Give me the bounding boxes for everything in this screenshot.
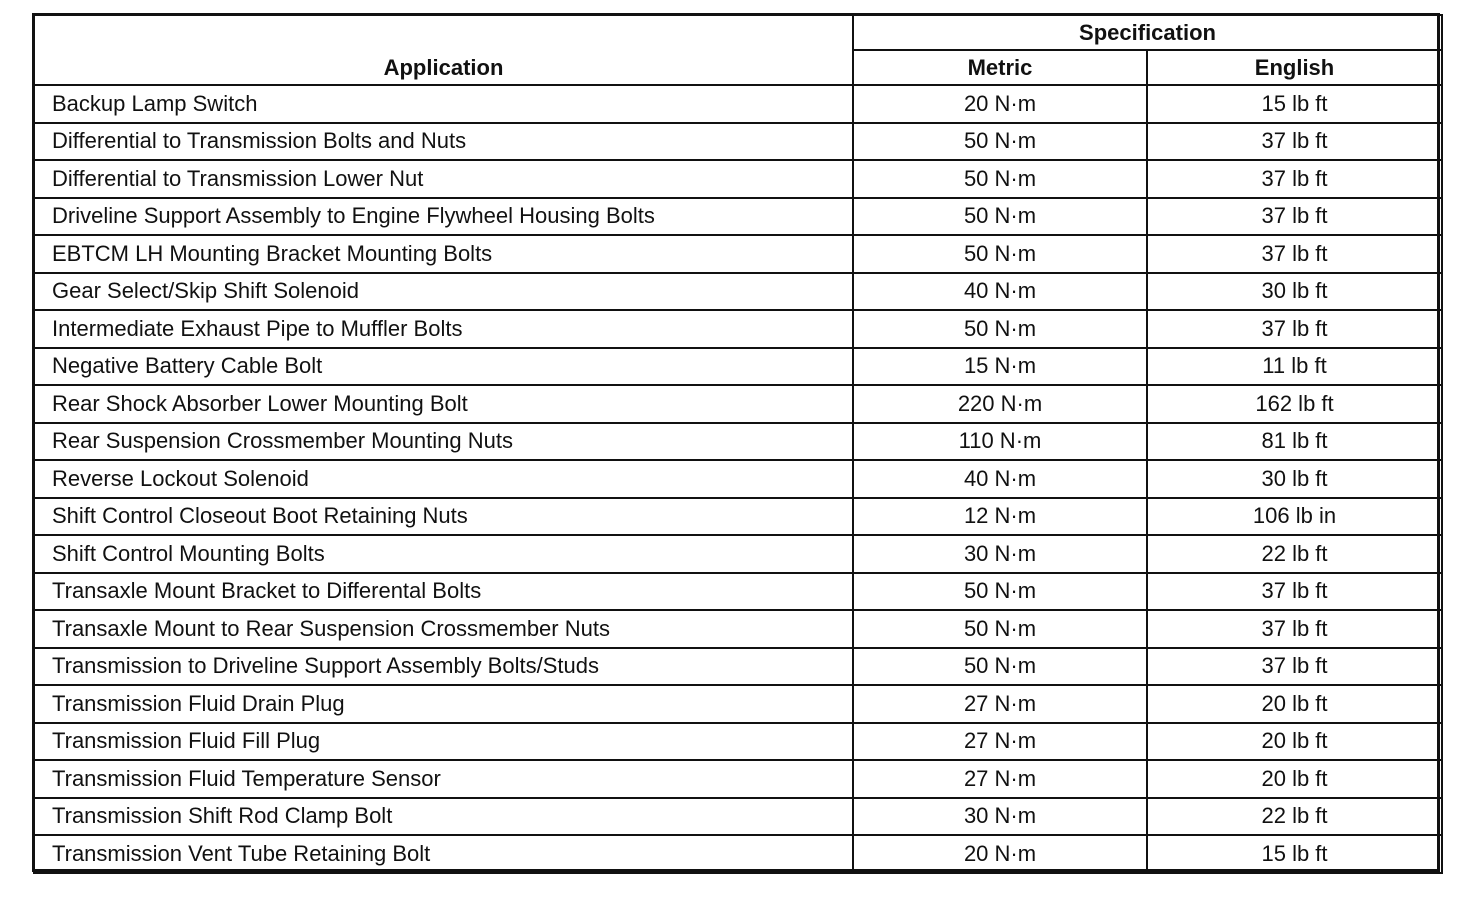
table-row — [34, 685, 1442, 723]
english-value-cell: 162 lb ft — [1147, 385, 1442, 423]
metric-value-cell: 12 N·m — [853, 498, 1147, 536]
application-cell: EBTCM LH Mounting Bracket Mounting Bolts — [34, 235, 853, 273]
metric-value-cell: 110 N·m — [853, 423, 1147, 461]
english-value-cell: 37 lb ft — [1147, 573, 1442, 611]
table-row — [34, 573, 1442, 611]
table-row — [34, 235, 1442, 273]
metric-value-cell: 50 N·m — [853, 610, 1147, 648]
torque-spec-table — [33, 14, 1443, 874]
metric-value-cell: 220 N·m — [853, 385, 1147, 423]
application-cell: Shift Control Closeout Boot Retaining Nuts — [34, 498, 853, 536]
application-cell: Transmission Fluid Temperature Sensor — [34, 760, 853, 798]
metric-value-cell: 50 N·m — [853, 573, 1147, 611]
metric-value-cell: 15 N·m — [853, 348, 1147, 386]
metric-value-cell: 50 N·m — [853, 160, 1147, 198]
table-row — [34, 798, 1442, 836]
header-row-top — [34, 15, 1442, 50]
specification-group-header: Specification — [853, 15, 1442, 50]
application-cell: Transmission Vent Tube Retaining Bolt — [34, 835, 853, 873]
english-value-cell: 37 lb ft — [1147, 160, 1442, 198]
metric-value-cell: 27 N·m — [853, 760, 1147, 798]
application-cell: Transmission Fluid Drain Plug — [34, 685, 853, 723]
metric-value-cell: 40 N·m — [853, 273, 1147, 311]
english-value-cell: 37 lb ft — [1147, 610, 1442, 648]
metric-column-header: Metric — [853, 50, 1147, 85]
english-value-cell: 20 lb ft — [1147, 685, 1442, 723]
english-value-cell: 20 lb ft — [1147, 760, 1442, 798]
table-row — [34, 723, 1442, 761]
metric-value-cell: 27 N·m — [853, 723, 1147, 761]
metric-value-cell: 40 N·m — [853, 460, 1147, 498]
application-cell: Gear Select/Skip Shift Solenoid — [34, 273, 853, 311]
table-header — [34, 15, 1442, 85]
table-row — [34, 760, 1442, 798]
metric-value-cell: 50 N·m — [853, 648, 1147, 686]
application-cell: Reverse Lockout Solenoid — [34, 460, 853, 498]
english-value-cell: 11 lb ft — [1147, 348, 1442, 386]
english-value-cell: 30 lb ft — [1147, 273, 1442, 311]
english-value-cell: 22 lb ft — [1147, 798, 1442, 836]
english-value-cell: 37 lb ft — [1147, 198, 1442, 236]
table-row — [34, 535, 1442, 573]
metric-value-cell: 30 N·m — [853, 798, 1147, 836]
application-cell: Rear Suspension Crossmember Mounting Nuts — [34, 423, 853, 461]
application-cell: Differential to Transmission Bolts and Nuts — [34, 123, 853, 161]
application-cell: Shift Control Mounting Bolts — [34, 535, 853, 573]
application-cell: Backup Lamp Switch — [34, 85, 853, 123]
english-value-cell: 20 lb ft — [1147, 723, 1442, 761]
application-cell: Rear Shock Absorber Lower Mounting Bolt — [34, 385, 853, 423]
metric-value-cell: 27 N·m — [853, 685, 1147, 723]
application-cell: Transmission Fluid Fill Plug — [34, 723, 853, 761]
table-row — [34, 85, 1442, 123]
table-row — [34, 835, 1442, 873]
table-row — [34, 348, 1442, 386]
application-cell: Driveline Support Assembly to Engine Flywheel Housing Bolts — [34, 198, 853, 236]
metric-value-cell: 50 N·m — [853, 198, 1147, 236]
application-cell: Transaxle Mount to Rear Suspension Crossmember Nuts — [34, 610, 853, 648]
table-row — [34, 423, 1442, 461]
application-column-header: Application — [34, 15, 853, 85]
english-value-cell: 81 lb ft — [1147, 423, 1442, 461]
metric-value-cell: 50 N·m — [853, 235, 1147, 273]
metric-value-cell: 50 N·m — [853, 123, 1147, 161]
table-row — [34, 160, 1442, 198]
english-value-cell: 37 lb ft — [1147, 310, 1442, 348]
english-value-cell: 37 lb ft — [1147, 123, 1442, 161]
table-row — [34, 460, 1442, 498]
english-value-cell: 15 lb ft — [1147, 85, 1442, 123]
table-row — [34, 273, 1442, 311]
english-value-cell: 106 lb in — [1147, 498, 1442, 536]
table-row — [34, 123, 1442, 161]
application-cell: Differential to Transmission Lower Nut — [34, 160, 853, 198]
english-column-header: English — [1147, 50, 1442, 85]
table-row — [34, 310, 1442, 348]
english-value-cell: 37 lb ft — [1147, 235, 1442, 273]
metric-value-cell: 20 N·m — [853, 85, 1147, 123]
table-row — [34, 385, 1442, 423]
metric-value-cell: 30 N·m — [853, 535, 1147, 573]
application-cell: Intermediate Exhaust Pipe to Muffler Bolts — [34, 310, 853, 348]
english-value-cell: 15 lb ft — [1147, 835, 1442, 873]
table-row — [34, 610, 1442, 648]
application-cell: Transmission to Driveline Support Assembly Bolts/Studs — [34, 648, 853, 686]
english-value-cell: 37 lb ft — [1147, 648, 1442, 686]
table-row — [34, 648, 1442, 686]
table-row — [34, 198, 1442, 236]
application-cell: Negative Battery Cable Bolt — [34, 348, 853, 386]
application-cell: Transaxle Mount Bracket to Differental Bolts — [34, 573, 853, 611]
metric-value-cell: 50 N·m — [853, 310, 1147, 348]
english-value-cell: 30 lb ft — [1147, 460, 1442, 498]
english-value-cell: 22 lb ft — [1147, 535, 1442, 573]
table-row — [34, 498, 1442, 536]
metric-value-cell: 20 N·m — [853, 835, 1147, 873]
table-body — [34, 85, 1442, 873]
application-cell: Transmission Shift Rod Clamp Bolt — [34, 798, 853, 836]
